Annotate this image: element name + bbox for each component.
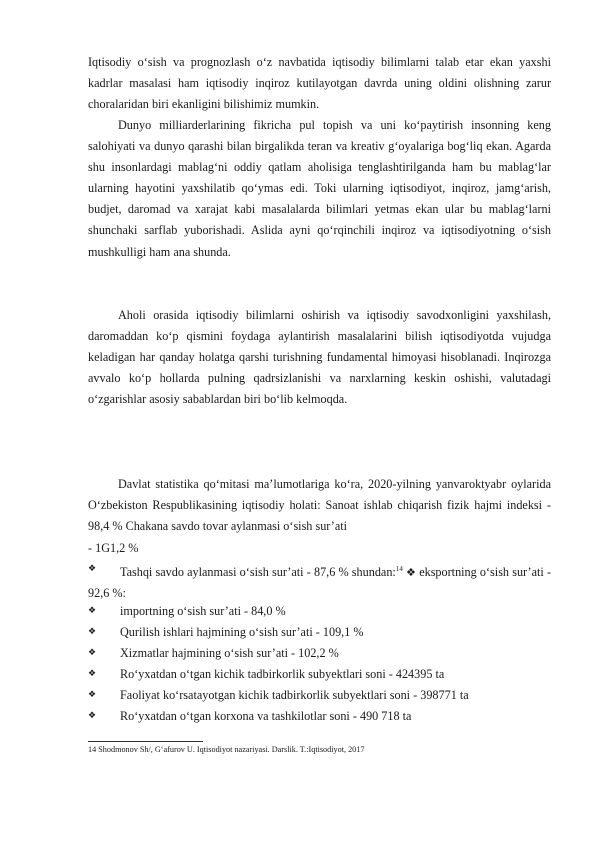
list-item-text: Tashqi savdo aylanmasi o‘sish sur’ati - 87,6 % shundan:: [120, 565, 396, 580]
bullet-diamond-icon: ❖: [406, 566, 416, 580]
list-item-text: Ro‘yxatdan o‘tgan korxona va tashkilotlar soni - 490 718 ta: [120, 709, 412, 723]
footnote-reference: 14: [395, 565, 403, 573]
list-item-text: Faoliyat ko‘rsatayotgan kichik tadbirkorlik subyektlari soni - 398771 ta: [120, 688, 469, 702]
list-item-text: Xizmatlar hajmining o‘sish sur’ati - 102,2 %: [120, 646, 339, 660]
list-item: [88, 622, 551, 643]
bullet-diamond-icon: ❖: [88, 690, 97, 700]
footnote: 14 Shodmonov Sh/, G‘afurov U. Iqtisodiyot nazariyasi. Darslik. T.:Iqtisodiyot, 2017: [88, 745, 365, 754]
paragraph-3: Aholi orasida iqtisodiy bilimlarni oshirish va iqtisodiy savodxonligini yaxshilash, daromaddan ko‘p qismini foydaga aylantirish masalalarini bilish iqtisodiyotda vujudga keladigan har qanday holatga qarshi turishning fundamental himoyasi hisoblanadi. Inqirozga avvalo ko‘p hollarda pulning qadrsizlanishi va narxlarning keskin oshishi, valutadagi o‘zgarishlar asosiy sabablardan biri bo‘lib kelmoqda.: [88, 308, 551, 407]
paragraph-1: Iqtisodiy o‘sish va prognozlash o‘z navbatida iqtisodiy bilimlarni talab etar ekan yaxshi kadrlar masalasi ham iqtisodiy inqiroz kutilayotgan davrda uning oldini olishning zarur choralaridan biri ekanligini bilishimiz mumkin.: [88, 55, 551, 112]
list-item-text: Ro‘yxatdan o‘tgan kichik tadbirkorlik subyektlari soni - 424395 ta: [120, 667, 445, 681]
paragraph-5: - 1G1,2 %: [88, 541, 139, 555]
bullet-diamond-icon: ❖: [88, 627, 97, 637]
list-item: [88, 601, 551, 622]
bullet-diamond-icon: ❖: [88, 564, 97, 574]
bullet-diamond-icon: ❖: [88, 669, 97, 679]
list-item-text: importning o‘sish sur’ati - 84,0 %: [120, 604, 286, 618]
list-item: [88, 664, 551, 685]
list-item: [88, 685, 551, 706]
bullet-diamond-icon: ❖: [88, 648, 97, 658]
list-item-text: Qurilish ishlari hajmining o‘sish sur’ati - 109,1 %: [120, 625, 364, 639]
paragraph-2: Dunyo milliarderlarining fikricha pul topish va uni ko‘paytirish insonning keng salohiyati va dunyo qarashi bilan birgalikda teran va kreativ g‘oyalariga bog‘liq ekan. Agarda shu insonlardagi mablag‘ni oddiy qatlam aholisiga tenglashtirilganda ham bu mablag‘lar ularning hayotini yaxshilatib qo‘ymas edi. Toki ularning iqtisodiyot, inqiroz, jamg‘arish, budjet, daromad va xarajat kabi masalalarda bilimlari yetmas ekan ular bu mablag‘larni shunchaki sarflab yuborishadi. Aslida ayni qo‘rqinchili inqiroz va iqtisodiyotning o‘sish mushkulligi ham ana shunda.: [88, 118, 551, 259]
list-item-text: eksportning o‘sish sur’ati - 92,6 %:: [88, 565, 552, 601]
list-item: [88, 706, 551, 727]
bullet-diamond-icon: ❖: [88, 606, 97, 616]
list-item: [88, 643, 551, 664]
bullet-diamond-icon: ❖: [88, 711, 97, 721]
paragraph-4: Davlat statistika qo‘mitasi ma’lumotlariga ko‘ra, 2020-yilning yanvaroktyabr oylarida O‘zbekiston Respublikasining iqtisodiy holati: Sanoat ishlab chiqarish fizik hajmi indeksi - 98,4 % Chakana savdo tovar aylanmasi o‘sish sur’ati: [88, 477, 551, 534]
footnote-divider: [88, 741, 203, 742]
list-item: [88, 559, 551, 604]
